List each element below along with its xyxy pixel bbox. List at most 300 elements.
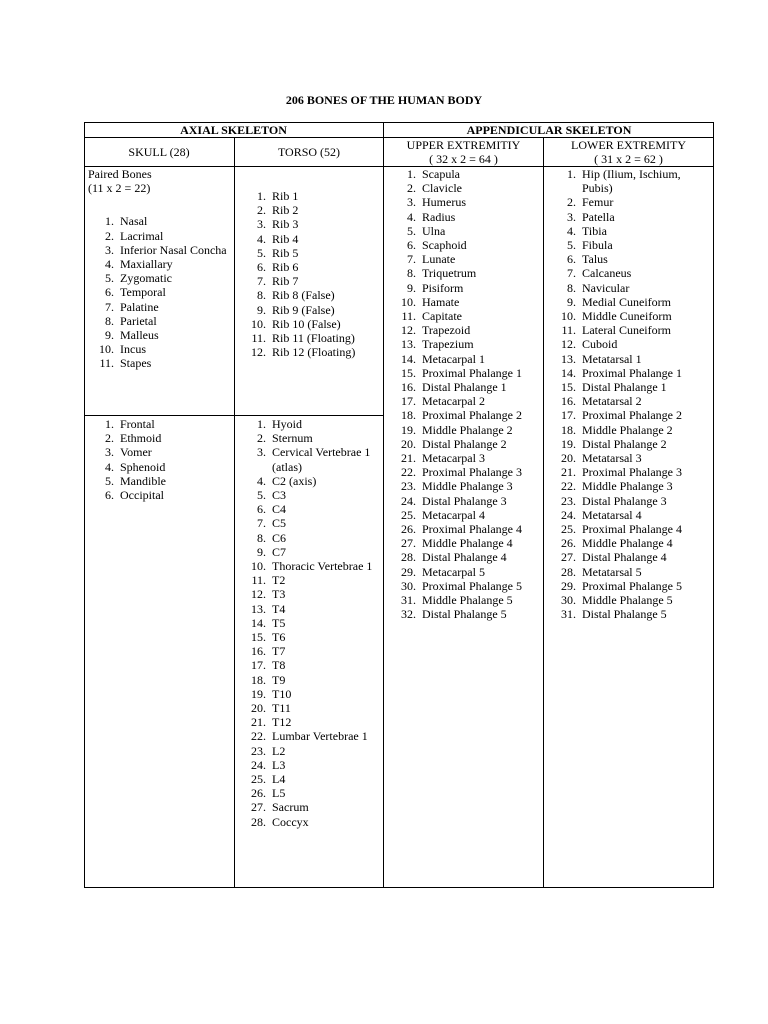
bone-name: Calcaneus [582,266,632,281]
bone-name: Rib 5 [272,245,299,260]
bone-name: Cuboid [582,337,618,352]
item-number: 4. [105,257,114,272]
list-item [388,380,542,394]
bone-name: Nasal [120,214,148,229]
item-number: 32. [401,607,416,622]
list-item [240,317,382,331]
list-item [240,545,382,559]
item-number: 18. [401,408,416,423]
bone-name: Malleus [120,328,159,343]
item-number: 15. [401,365,416,380]
bone-name: Metatarsal 4 [582,507,642,522]
list-item [388,451,542,465]
skull-header: SKULL (28) [128,145,190,159]
list-item [388,167,542,181]
bone-name: Lacrimal [120,228,164,243]
item-number: 25. [401,507,416,522]
item-number: 2. [257,203,266,218]
bone-name: Lateral Cuneiform [582,323,671,338]
list-item [240,630,382,644]
item-number: 11. [251,331,266,346]
bone-name: Temporal [120,285,166,300]
item-number: 6. [257,502,266,517]
item-number: 2. [105,431,114,446]
list-item [388,394,542,408]
list-item [240,331,382,345]
bone-name: Rib 6 [272,260,299,275]
list-item [388,366,542,380]
item-number: 10. [251,316,266,331]
item-number: 26. [251,786,266,801]
bone-name: Palatine [120,299,159,314]
bone-name: Tibia [582,223,607,238]
item-number: 10. [561,309,576,324]
bone-name: Coccyx [272,814,309,829]
skull-single-cell [88,417,232,502]
list-item [88,342,232,356]
list-item [388,465,542,479]
bone-name: Hyoid [272,417,302,431]
bone-name: Fibula [582,238,613,253]
list-item [388,352,542,366]
bone-name: T9 [272,672,286,687]
bone-name: Middle Phalange 4 [422,536,513,551]
item-number: 4. [105,459,114,474]
bone-name: Rib 8 (False) [272,288,335,303]
bone-name: Metatarsal 1 [582,351,642,366]
upper-extremity-cell [388,167,542,622]
bone-name: Capitate [422,309,462,324]
item-number: 17. [561,408,576,423]
item-number: 13. [251,601,266,616]
list-item [240,217,382,231]
list-item [240,417,382,431]
item-number: 8. [257,288,266,303]
bone-name: Middle Phalange 3 [582,479,673,494]
item-number: 3. [407,195,416,210]
bone-name: Frontal [120,417,155,431]
list-item [548,565,712,579]
item-number: 18. [561,422,576,437]
item-number: 5. [407,223,416,238]
item-number: 25. [561,522,576,537]
list-item [548,352,712,366]
bone-name: Metatarsal 3 [582,451,642,466]
list-item [240,189,382,203]
item-number: 12. [561,337,576,352]
list-item [388,494,542,508]
list-item [388,337,542,351]
bone-name: Mandible [120,473,166,488]
list-item [240,644,382,658]
col-divider-2 [383,122,384,888]
list-item [388,508,542,522]
item-number: 10. [401,294,416,309]
item-number: 6. [257,260,266,275]
list-item [88,460,232,474]
bone-name: Metatarsal 2 [582,394,642,409]
item-number: 6. [567,252,576,267]
item-number: 19. [401,422,416,437]
bone-name: Metacarpal 4 [422,507,485,522]
page-title: 206 BONES OF THE HUMAN BODY [285,93,483,107]
bone-name: Humerus [422,195,466,210]
item-number: 8. [257,530,266,545]
item-number: 6. [105,285,114,300]
list-item [388,522,542,536]
bone-name: Medial Cuneiform [582,294,671,309]
bone-name: Ulna [422,223,446,238]
paired-bones-count: (11 x 2 = 22) [88,181,151,196]
list-item [548,309,712,323]
list-item [88,257,232,271]
item-number: 3. [257,445,266,460]
item-number: 1. [257,417,266,431]
bone-name: Proximal Phalange 4 [422,522,522,537]
item-number: 20. [561,451,576,466]
bone-name: Pisiform [422,280,464,295]
list-item [388,323,542,337]
item-number: 6. [105,488,114,503]
bone-name: Stapes [120,356,152,371]
bone-name: Distal Phalange 3 [582,493,667,508]
list-item [240,815,382,829]
bone-name: T2 [272,573,286,588]
bone-name: Distal Phalange 1 [582,380,667,395]
bone-name: Proximal Phalange 2 [582,408,682,423]
bone-name: T3 [272,587,286,602]
list-item [548,167,712,195]
item-number: 21. [561,465,576,480]
list-item [88,474,232,488]
bones-table [84,122,714,888]
list-item [240,531,382,545]
bone-name: Occipital [120,488,164,503]
list-item [548,337,712,351]
col-divider-3 [543,137,544,888]
item-number: 3. [257,217,266,232]
list-item [240,246,382,260]
bone-name: L4 [272,772,286,787]
list-item [88,445,232,459]
bone-name: Hip (Ilium, Ischium, Pubis) [582,167,681,196]
list-item [240,516,382,530]
list-item [240,559,382,573]
skull-paired-list [88,214,232,370]
item-number: 8. [567,280,576,295]
bone-name: T8 [272,658,286,673]
bone-name: Rib 10 (False) [272,316,341,331]
list-item [240,602,382,616]
list-item [388,408,542,422]
item-number: 9. [257,544,266,559]
list-item [388,423,542,437]
list-item [548,380,712,394]
bone-name: T7 [272,644,286,659]
item-number: 1. [105,417,114,431]
item-number: 24. [251,757,266,772]
bone-name: Proximal Phalange 1 [582,365,682,380]
item-number: 29. [561,578,576,593]
bone-name: Middle Phalange 5 [582,593,673,608]
lower-extremity-header: LOWER EXTREMITY ( 31 x 2 = 62 ) [571,138,686,166]
item-number: 2. [105,228,114,243]
bone-name: Hamate [422,294,460,309]
list-item [388,550,542,564]
list-item [388,266,542,280]
item-number: 8. [407,266,416,281]
bone-name: C7 [272,544,287,559]
bone-name: C2 (axis) [272,473,317,488]
item-number: 1. [407,167,416,181]
item-number: 3. [105,242,114,257]
list-item [240,573,382,587]
list-item [548,366,712,380]
bone-name: Ethmoid [120,431,162,446]
bone-name: Navicular [582,280,630,295]
bone-name: Distal Phalange 2 [422,436,507,451]
bone-name: T12 [272,715,292,730]
list-item [548,210,712,224]
item-number: 19. [251,686,266,701]
list-item [548,266,712,280]
list-item [240,303,382,317]
list-item [548,323,712,337]
bone-name: Middle Phalange 2 [582,422,673,437]
bone-name: Triquetrum [422,266,477,281]
bone-name: Middle Phalange 2 [422,422,513,437]
list-item [388,479,542,493]
bone-name: Lunate [422,252,456,267]
bone-name: Middle Cuneiform [582,309,672,324]
bone-name: Middle Phalange 5 [422,593,513,608]
list-item [240,800,382,814]
bone-name: Rib 3 [272,217,299,232]
list-item [240,488,382,502]
list-item [88,431,232,445]
list-item [548,295,712,309]
bone-name: C4 [272,502,287,517]
bone-name: Scapula [422,167,460,181]
list-item [240,474,382,488]
list-item [388,579,542,593]
skull-paired-cell [88,167,232,371]
item-number: 6. [407,238,416,253]
item-number: 14. [401,351,416,366]
list-item [240,232,382,246]
bone-name: Trapezium [422,337,474,352]
bone-name: Maxiallary [120,257,173,272]
list-item [88,488,232,502]
bone-name: Rib 4 [272,231,299,246]
bone-name: Sacrum [272,800,309,815]
list-item [388,224,542,238]
list-item [388,238,542,252]
item-number: 27. [401,536,416,551]
list-item [548,508,712,522]
list-item [88,285,232,299]
bone-name: L5 [272,786,286,801]
item-number: 20. [401,436,416,451]
bone-name: Sphenoid [120,459,166,474]
bone-name: Distal Phalange 4 [422,550,507,565]
item-number: 4. [257,473,266,488]
bone-name: T10 [272,686,292,701]
list-item [240,786,382,800]
item-number: 11. [401,309,416,324]
bone-name: Proximal Phalange 3 [582,465,682,480]
list-item [88,417,232,431]
item-number: 7. [567,266,576,281]
bone-name: T11 [272,701,291,716]
item-number: 18. [251,672,266,687]
item-number: 2. [567,195,576,210]
list-item [548,465,712,479]
item-number: 9. [105,328,114,343]
item-number: 30. [401,578,416,593]
item-number: 1. [257,189,266,203]
list-item [548,550,712,564]
item-number: 10. [99,342,114,357]
item-number: 14. [251,615,266,630]
item-number: 2. [257,431,266,446]
item-number: 7. [105,299,114,314]
bone-name: Parietal [120,313,157,328]
list-item [548,522,712,536]
torso-ribs-cell [240,189,382,359]
item-number: 24. [561,507,576,522]
list-item [548,423,712,437]
item-number: 23. [561,493,576,508]
item-number: 5. [567,238,576,253]
bone-name: Proximal Phalange 4 [582,522,682,537]
torso-other-list [240,417,382,829]
bone-name: Vomer [120,445,152,460]
list-item [388,295,542,309]
bone-name: Lumbar Vertebrae 1 [272,729,368,744]
item-number: 12. [401,323,416,338]
item-number: 13. [561,351,576,366]
list-item [388,252,542,266]
list-item [240,658,382,672]
list-item [548,238,712,252]
list-item [388,437,542,451]
item-number: 4. [407,209,416,224]
item-number: 22. [561,479,576,494]
bone-name: Incus [120,342,146,357]
item-number: 1. [567,167,576,181]
item-number: 9. [407,280,416,295]
list-item [388,565,542,579]
item-number: 31. [561,607,576,622]
bone-name: Distal Phalange 4 [582,550,667,565]
list-item [548,579,712,593]
item-number: 23. [401,479,416,494]
lower-extremity-cell [548,167,712,622]
item-number: 28. [251,814,266,829]
item-number: 17. [401,394,416,409]
bone-name: Proximal Phalange 5 [582,578,682,593]
list-item [240,587,382,601]
table-border-right [713,122,714,888]
bone-name: Scaphoid [422,238,467,253]
bone-name: C3 [272,488,287,503]
bone-name: Distal Phalange 5 [582,607,667,622]
item-number: 17. [251,658,266,673]
col-divider-1 [234,137,235,888]
item-number: 9. [257,302,266,317]
torso-other-cell [240,417,382,829]
item-number: 7. [257,274,266,289]
bone-name: T5 [272,615,286,630]
item-number: 29. [401,564,416,579]
list-item [88,271,232,285]
item-number: 19. [561,436,576,451]
appendicular-skeleton-header: APPENDICULAR SKELETON [466,123,632,137]
list-item [388,195,542,209]
list-item [88,243,232,257]
item-number: 16. [251,644,266,659]
bone-name: Middle Phalange 3 [422,479,513,494]
list-item [388,181,542,195]
list-item [240,616,382,630]
bone-name: Sternum [272,431,313,446]
item-number: 5. [257,245,266,260]
item-number: 5. [257,488,266,503]
bone-name: L2 [272,743,286,758]
bone-name: Metacarpal 1 [422,351,485,366]
lower-extremity-list [548,167,712,622]
item-number: 3. [567,209,576,224]
bone-name: T4 [272,601,286,616]
bone-name: Metacarpal 2 [422,394,485,409]
list-item [240,345,382,359]
item-number: 5. [105,271,114,286]
bone-name: Rib 7 [272,274,299,289]
list-item [548,479,712,493]
list-item [240,203,382,217]
list-item [548,281,712,295]
bone-name: C6 [272,530,287,545]
bone-name: Cervical Vertebrae 1 (atlas) [272,445,371,474]
list-item [240,744,382,758]
bone-name: Proximal Phalange 1 [422,365,522,380]
item-number: 9. [567,294,576,309]
item-number: 31. [401,593,416,608]
list-item [240,445,382,473]
bone-name: Rib 1 [272,189,299,203]
item-number: 27. [251,800,266,815]
list-item [548,195,712,209]
item-number: 23. [251,743,266,758]
list-item [88,314,232,328]
item-number: 11. [251,573,266,588]
list-item [88,356,232,370]
item-number: 27. [561,550,576,565]
bone-name: Metacarpal 5 [422,564,485,579]
list-item [548,252,712,266]
bone-name: Proximal Phalange 2 [422,408,522,423]
list-item [240,701,382,715]
item-number: 28. [401,550,416,565]
list-item [388,281,542,295]
item-number: 15. [251,630,266,645]
table-border-left [84,122,85,888]
list-item [88,300,232,314]
bone-name: Patella [582,209,615,224]
item-number: 4. [567,223,576,238]
item-number: 15. [561,380,576,395]
